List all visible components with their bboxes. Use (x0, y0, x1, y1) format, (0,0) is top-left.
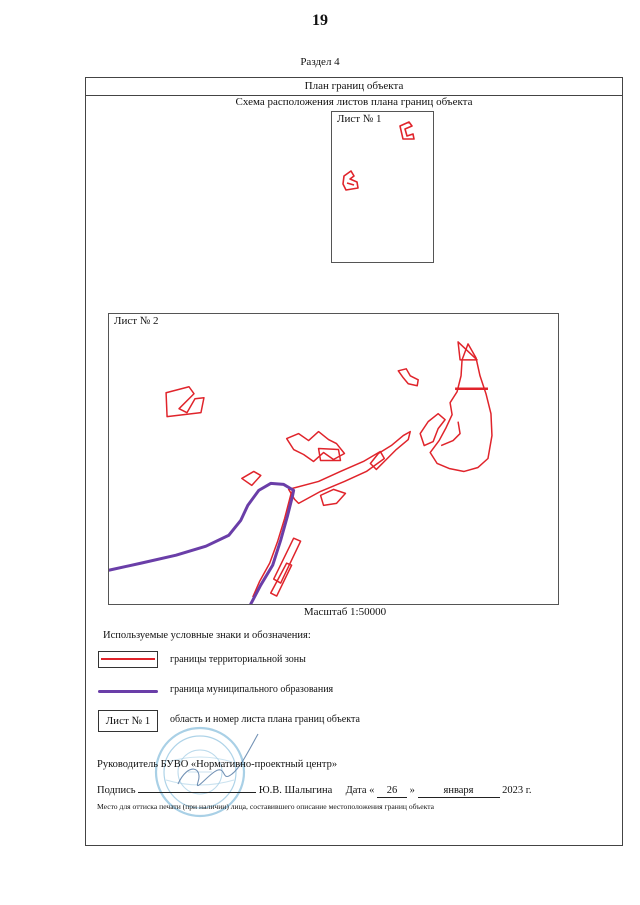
stamp-placement-note: Место для оттиска печати (при наличии) лица, составившего описание местоположения границ объекта (97, 802, 435, 811)
date-year: 2023 г. (502, 785, 532, 796)
zone-parcel-loop (242, 471, 261, 485)
zone-boundary-along-river (253, 491, 292, 597)
sheet-1-box (331, 111, 434, 263)
legend-symbol-sheet-box: Лист № 1 (98, 710, 158, 732)
map-scale: Масштаб 1:50000 (303, 606, 387, 618)
zone-parcel-east-strip (420, 414, 445, 446)
zone-parcel-northeast (430, 344, 492, 472)
municipal-boundary-line (109, 483, 293, 604)
legend-text-territorial-zone: границы территориальной зоны (170, 654, 306, 665)
frame-title: План границ объекта (86, 78, 622, 96)
date-month: января (418, 785, 500, 798)
legend-text-sheet-area: область и номер листа плана границ объекта (170, 714, 360, 725)
zone-parcel-river-band (289, 452, 385, 504)
zone-parcel-west (166, 387, 204, 417)
zone-parcel-a (400, 122, 414, 139)
date-label: Дата « (345, 785, 375, 796)
red-line-icon (101, 658, 155, 660)
legend-title: Используемые условные знаки и обозначения: (103, 630, 311, 641)
legend-text-municipal-boundary: граница муниципального образования (170, 684, 334, 695)
signature-label: Подпись (97, 785, 136, 796)
zone-parcel-b (343, 171, 358, 190)
sheet-2-box (108, 313, 559, 605)
date-day: 26 (377, 785, 407, 798)
scheme-title: Схема расположения листов плана границ объекта (235, 96, 473, 108)
sheet-2-label: Лист № 2 (114, 315, 159, 327)
legend-symbol-municipal-boundary (98, 690, 158, 693)
legend-symbol-territorial-zone (98, 651, 158, 668)
zone-parcel-mid-small (321, 489, 346, 505)
section-title: Раздел 4 (300, 56, 340, 68)
zone-parcel-cluster (287, 432, 345, 462)
signature-line (138, 780, 256, 793)
page-number: 19 (312, 12, 328, 29)
date-quote-close: » (409, 785, 415, 796)
signature-row (97, 780, 532, 798)
sheet-1-label: Лист № 1 (337, 113, 382, 125)
sheet-1-map (332, 112, 433, 262)
signatory-name: Ю.В. Шалыгина (258, 785, 333, 796)
zone-parcel-small (398, 369, 418, 386)
signatory-organization: Руководитель БУВО «Нормативно-проектный центр» (97, 759, 338, 770)
sheet-2-map (109, 314, 558, 604)
